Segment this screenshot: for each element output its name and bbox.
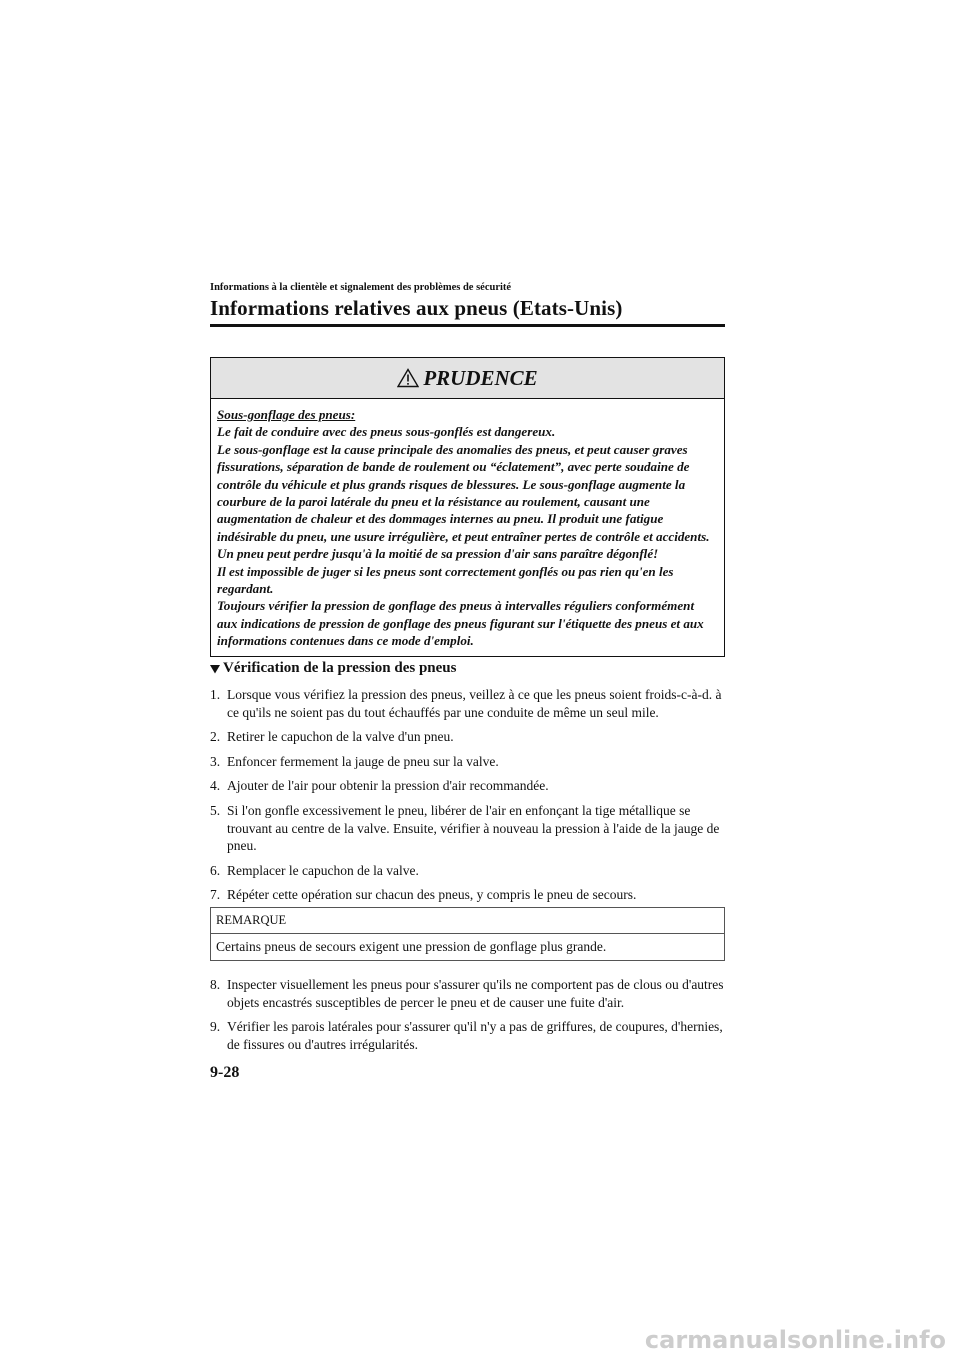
step-text: Inspecter visuellement les pneus pour s'assurer qu'ils ne comportent pas de clous ou d'autres objets encastrés susceptibles de percer le pneu et de causer une fuite d'air. bbox=[227, 977, 724, 1010]
section-title: Vérification de la pression des pneus bbox=[223, 660, 457, 676]
step-number: 8. bbox=[210, 977, 221, 992]
list-item bbox=[210, 802, 725, 855]
watermark: carmanualsonline.info bbox=[644, 1326, 946, 1354]
warning-triangle-icon bbox=[397, 368, 419, 388]
section-heading bbox=[210, 660, 457, 677]
caution-box bbox=[210, 357, 725, 657]
step-text: Lorsque vous vérifiez la pression des pneus, veillez à ce que les pneus soient froids-c-à-d. à ce qu'ils ne soient pas du tout échauffés par une conduite de même un seul mile. bbox=[227, 687, 722, 720]
caution-label: PRUDENCE bbox=[423, 365, 538, 390]
list-item bbox=[210, 753, 725, 771]
step-text: Si l'on gonfle excessivement le pneu, libérer de l'air en enfonçant la tige métallique se trouvant au centre de la valve. Ensuite, vérifier à nouveau la pression à l'aide de la jauge de pneu. bbox=[227, 802, 720, 854]
triangle-down-icon bbox=[210, 664, 220, 674]
step-number: 3. bbox=[210, 753, 221, 769]
list-item bbox=[210, 728, 725, 746]
caution-paragraph: Il est impossible de juger si les pneus sont correctement gonflés ou pas rien qu'en les regardant. bbox=[217, 563, 674, 597]
list-item bbox=[210, 777, 725, 795]
list-item bbox=[210, 1018, 725, 1053]
caution-paragraph: Le sous-gonflage est la cause principale des anomalies des pneus, et peut causer graves fissurations, séparation de bande de roulement ou “éclatement”, avec perte soudaine de contrôle du véhicule et plus grands risques de blessures. Le sous-gonflage augmente la courbure de la paroi latérale du pneu et la résistance au roulement, causant une augmentation de chaleur et des dommages internes au pneu. Il produit une fatigue indésirable du pneu, une usure irrégulière, et peut entraîner pertes de contrôle et accidents. Un pneu peut perdre jusqu'à la moitié de sa pression d'air sans paraître dégonflé! bbox=[217, 441, 710, 562]
step-text: Ajouter de l'air pour obtenir la pression d'air recommandée. bbox=[227, 778, 549, 794]
step-number: 2. bbox=[210, 729, 221, 745]
step-text: Retirer le capuchon de la valve d'un pneu. bbox=[227, 729, 454, 745]
step-number: 5. bbox=[210, 802, 221, 818]
step-text: Enfoncer fermement la jauge de pneu sur la valve. bbox=[227, 753, 499, 769]
steps-list bbox=[210, 686, 725, 911]
step-number: 4. bbox=[210, 778, 221, 794]
caution-body bbox=[211, 399, 724, 656]
list-item bbox=[210, 976, 725, 1011]
note-label: REMARQUE bbox=[211, 908, 724, 934]
caution-paragraph: Toujours vérifier la pression de gonflage des pneus à intervalles réguliers conformément aux indications de pression de gonflage des pneus figurant sur l'étiquette des pneus et aux informations contenues dans ce mode d'emploi. bbox=[217, 598, 704, 649]
page-title: Informations relatives aux pneus (Etats-Unis) bbox=[210, 296, 623, 320]
caution-subtitle: Sous-gonflage des pneus: bbox=[217, 407, 356, 422]
page-number: 9-28 bbox=[210, 1064, 240, 1081]
breadcrumb: Informations à la clientèle et signalement des problèmes de sécurité bbox=[210, 282, 512, 293]
list-item bbox=[210, 686, 725, 721]
step-number: 7. bbox=[210, 887, 221, 903]
steps-list-continued bbox=[210, 976, 725, 1060]
step-text: Répéter cette opération sur chacun des pneus, y compris le pneu de secours. bbox=[227, 887, 637, 903]
step-number: 6. bbox=[210, 862, 221, 878]
step-text: Vérifier les parois latérales pour s'assurer qu'il n'y a pas de griffures, de coupures, d'hernies, de fissures ou d'autres irrégularités. bbox=[227, 1019, 723, 1052]
note-text: Certains pneus de secours exigent une pression de gonflage plus grande. bbox=[216, 939, 607, 954]
caution-header bbox=[211, 358, 724, 399]
title-divider bbox=[210, 324, 725, 327]
list-item bbox=[210, 886, 725, 904]
step-number: 1. bbox=[210, 687, 221, 702]
step-text: Remplacer le capuchon de la valve. bbox=[227, 862, 419, 878]
list-item bbox=[210, 862, 725, 880]
note-box bbox=[210, 907, 725, 961]
caution-paragraph: Le fait de conduire avec des pneus sous-gonflés est dangereux. bbox=[217, 424, 556, 440]
manual-page bbox=[210, 0, 725, 1358]
step-number: 9. bbox=[210, 1019, 221, 1035]
